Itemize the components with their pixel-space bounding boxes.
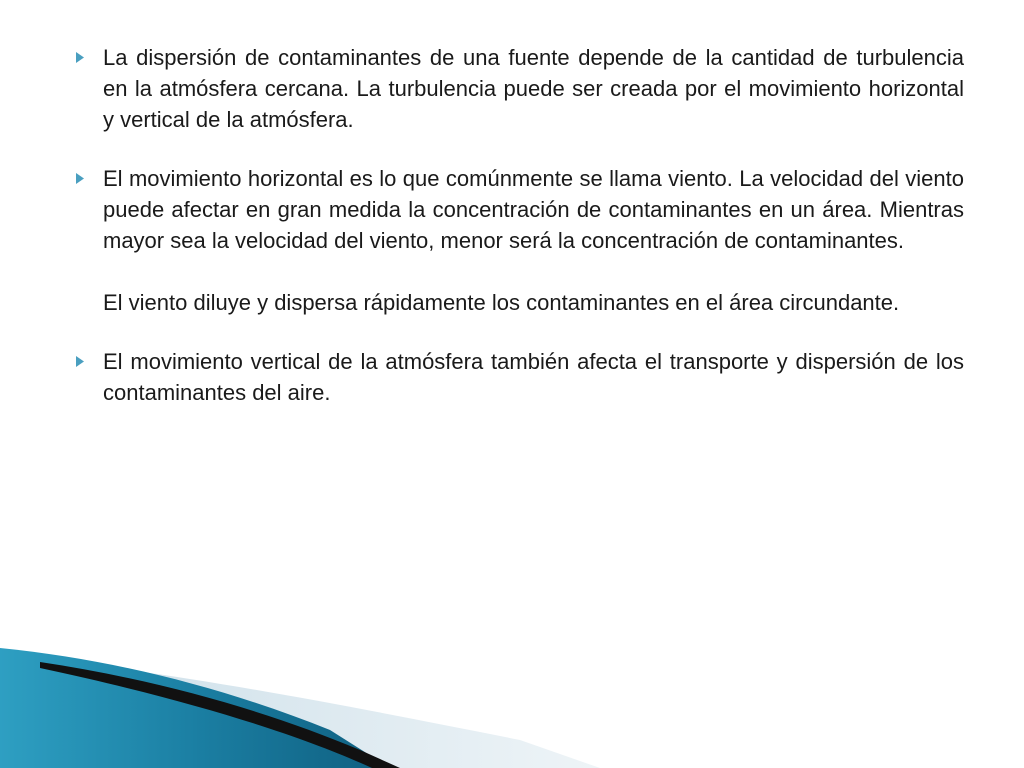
wave-dark-stripe bbox=[40, 662, 400, 768]
bullet-list bbox=[72, 42, 964, 436]
bullet-2-paragraph-1: El movimiento horizontal es lo que comúnmente se llama viento. La velocidad del viento puede afectar en gran medida la concentración de contaminantes en un área. Mientras mayor sea la velocidad del viento, menor será la concentración de contaminantes. bbox=[103, 166, 964, 253]
bullet-item-1 bbox=[72, 42, 964, 135]
wave-teal-band bbox=[0, 648, 390, 768]
bullet-2-paragraph-2: El viento diluye y dispersa rápidamente los contaminantes en el área circundante. bbox=[103, 290, 900, 315]
triangle-right-icon bbox=[72, 163, 88, 194]
bullet-1-paragraph-1: La dispersión de contaminantes de una fuente depende de la cantidad de turbulencia en la atmósfera cercana. La turbulencia puede ser creada por el movimiento horizontal y vertical de la atmósfera. bbox=[103, 45, 964, 132]
triangle-right-icon bbox=[72, 42, 88, 73]
triangle-right-icon bbox=[72, 346, 88, 377]
bullet-3-paragraph-1: El movimiento vertical de la atmósfera también afecta el transporte y dispersión de los contaminantes del aire. bbox=[103, 349, 964, 405]
wave-light-band bbox=[0, 655, 600, 768]
bullet-item-2 bbox=[72, 163, 964, 318]
bullet-item-3 bbox=[72, 346, 964, 408]
